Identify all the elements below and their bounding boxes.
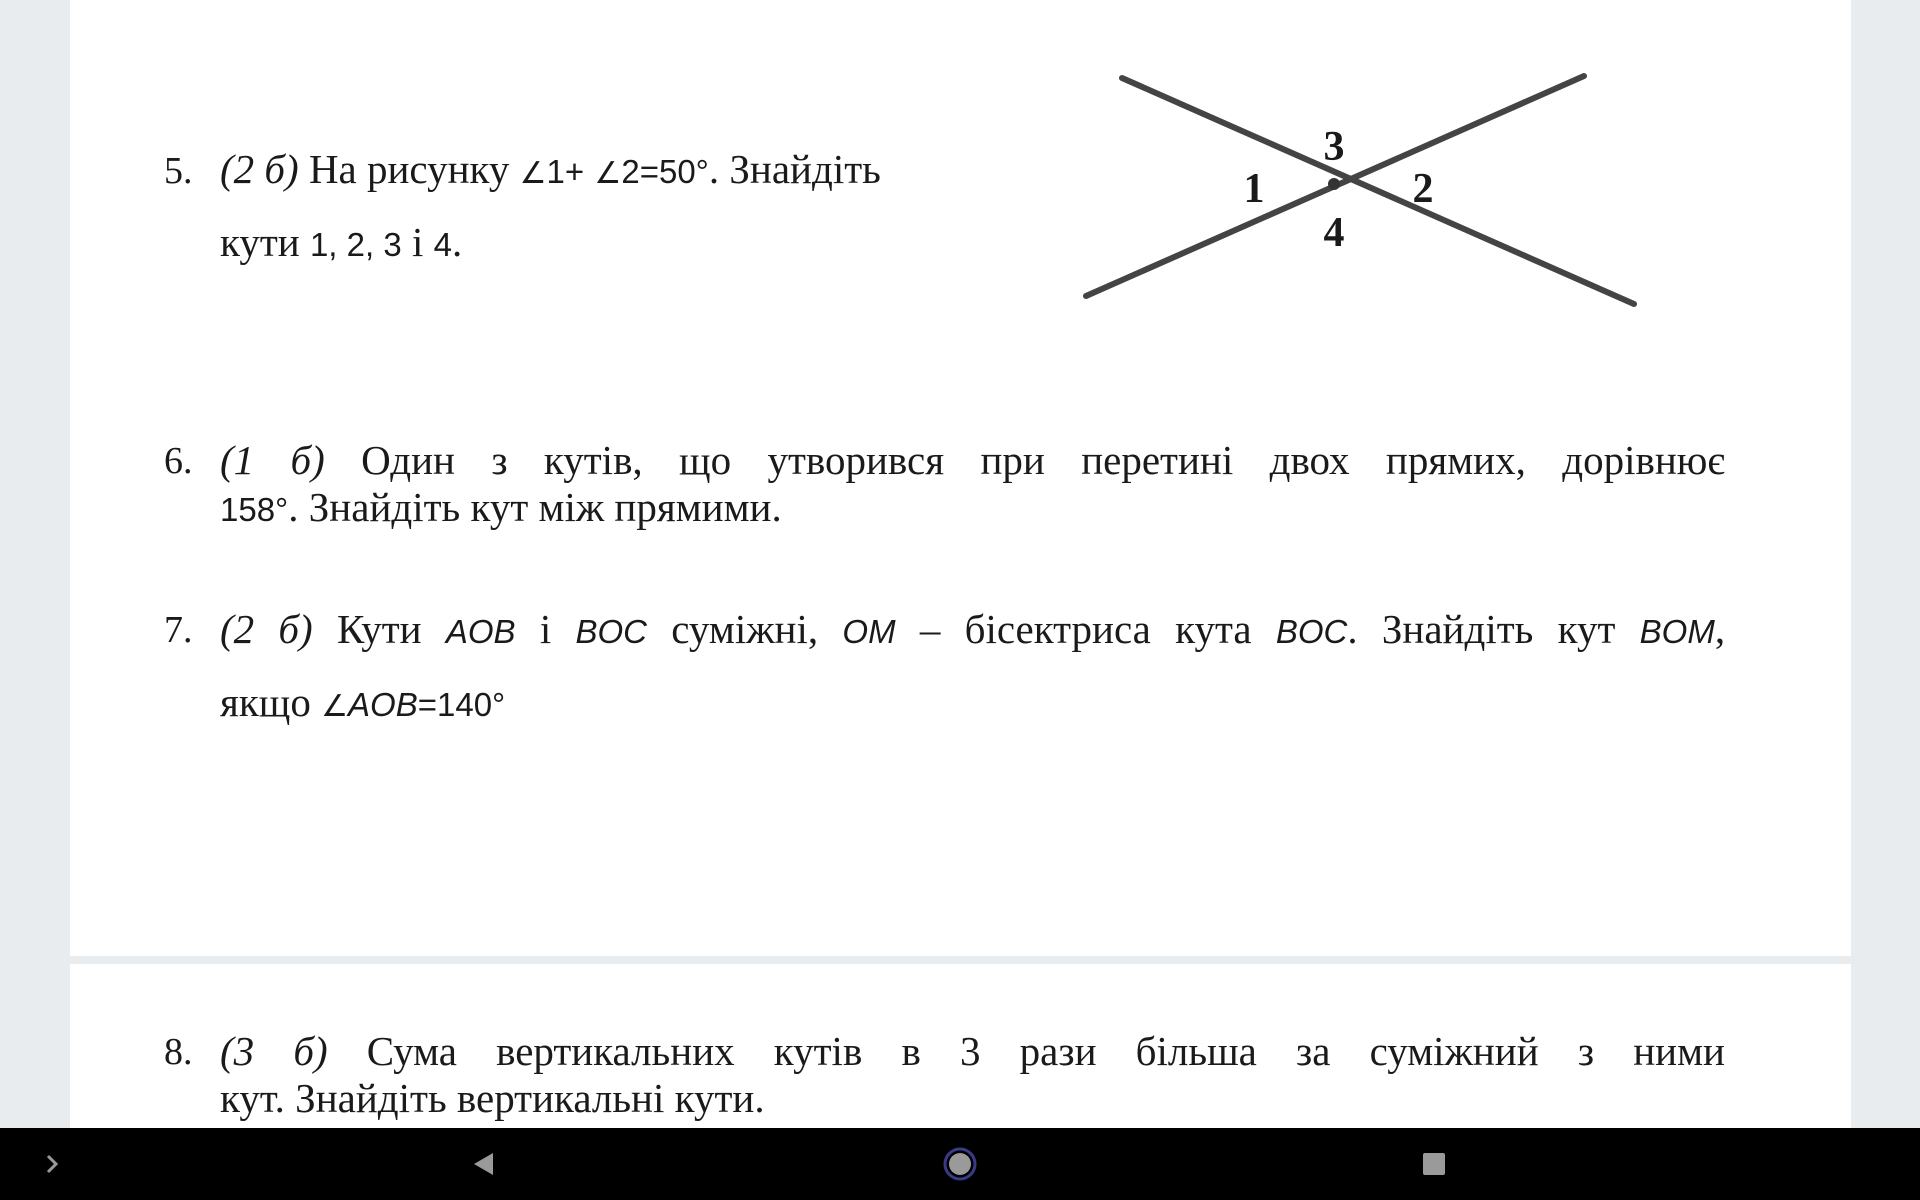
ray-om-ref: OM xyxy=(842,613,896,650)
angle-symbol: ∠ xyxy=(594,156,622,191)
period: . xyxy=(451,219,463,265)
problem-8-text-b: кут. Знайдіть вертикальні кути. xyxy=(220,1075,765,1121)
angle-aob-ref: AOB xyxy=(445,613,516,650)
nav-home-button[interactable] xyxy=(938,1128,982,1200)
angle-label-2: 2 xyxy=(1412,166,1434,212)
document-page-1 xyxy=(70,0,1851,956)
problem-5-value: 50° xyxy=(658,153,709,190)
angle-symbol: ∠ xyxy=(519,156,547,191)
problem-6-number: 6. xyxy=(164,440,193,482)
system-navigation-bar xyxy=(0,1128,1920,1200)
angle-4-ref: 4 xyxy=(433,226,452,263)
circle-home-icon xyxy=(942,1146,978,1182)
intersection-point xyxy=(1328,178,1340,190)
problem-6-points: (1 б) xyxy=(220,437,325,483)
angle-aob-ref-2: AOB xyxy=(348,686,418,723)
conjunction: і xyxy=(411,219,424,265)
plus-sign: + xyxy=(564,153,585,190)
triangle-back-icon xyxy=(471,1151,497,1177)
equals-sign: = xyxy=(639,153,659,190)
problem-6-line-2 xyxy=(220,483,782,534)
problem-6-value: 158° xyxy=(220,491,289,528)
line-1 xyxy=(1122,78,1634,304)
problem-5-number: 5. xyxy=(164,150,193,192)
problem-7-text-c: суміжні, xyxy=(671,606,819,652)
problem-8-number: 8. xyxy=(164,1031,193,1073)
equals-sign: = xyxy=(417,686,437,723)
comma: , xyxy=(1714,606,1726,652)
angle-1-ref: 1 xyxy=(546,153,565,190)
angle-label-4: 4 xyxy=(1323,210,1345,256)
angle-symbol: ∠ xyxy=(321,689,349,724)
problem-7-points: (2 б) xyxy=(220,606,313,652)
problem-7-text-a: Кути xyxy=(336,606,422,652)
problem-7-line-2 xyxy=(220,678,505,731)
angle-bom-ref: BOM xyxy=(1639,613,1715,650)
problem-5-text-a: На рисунку xyxy=(308,146,510,192)
problem-7-line-1 xyxy=(220,605,1725,656)
nav-back-button[interactable] xyxy=(462,1128,506,1200)
problem-8-line-1 xyxy=(220,1027,1725,1075)
problem-7-text-f: якщо xyxy=(220,679,311,725)
problem-7-text-e: . Знайдіть кут xyxy=(1347,606,1616,652)
problem-5-text-c: кути xyxy=(220,219,300,265)
problem-7-text-d: – бісектриса кута xyxy=(919,606,1252,652)
document-page-2 xyxy=(70,964,1851,1128)
problem-8-line-2 xyxy=(220,1074,765,1122)
problem-5-line-1 xyxy=(220,145,881,198)
problem-8-points: (3 б) xyxy=(220,1028,328,1074)
problem-5-line-2 xyxy=(220,218,462,269)
chevron-right-icon xyxy=(42,1152,62,1176)
problem-6-text-a: Один з кутів, що утворився при перетині двох прямих, дорівнює xyxy=(361,437,1725,483)
nav-recents-button[interactable] xyxy=(1412,1128,1456,1200)
problem-6-text-b: . Знайдіть кут між прямими. xyxy=(288,484,782,530)
problem-7-number: 7. xyxy=(164,609,193,651)
problem-7-value: 140° xyxy=(437,686,506,723)
intersecting-lines-figure xyxy=(1070,60,1690,320)
problem-8-text-a: Сума вертикальних кутів в 3 рази більша за суміжний з ними xyxy=(366,1028,1725,1074)
angle-label-3: 3 xyxy=(1323,124,1345,170)
angle-boc-ref: BOC xyxy=(575,613,647,650)
square-recents-icon xyxy=(1421,1151,1447,1177)
problem-7-text-b: і xyxy=(539,606,552,652)
problem-5-text-b: . Знайдіть xyxy=(708,146,881,192)
angle-2-ref: 2 xyxy=(621,153,640,190)
problem-6-line-1 xyxy=(220,436,1725,484)
angle-list: 1, 2, 3 xyxy=(309,226,402,263)
angle-boc-ref-2: BOC xyxy=(1275,613,1348,650)
problem-5-points: (2 б) xyxy=(220,146,299,192)
nav-expand-button[interactable] xyxy=(30,1128,74,1200)
angle-label-1: 1 xyxy=(1243,166,1265,212)
